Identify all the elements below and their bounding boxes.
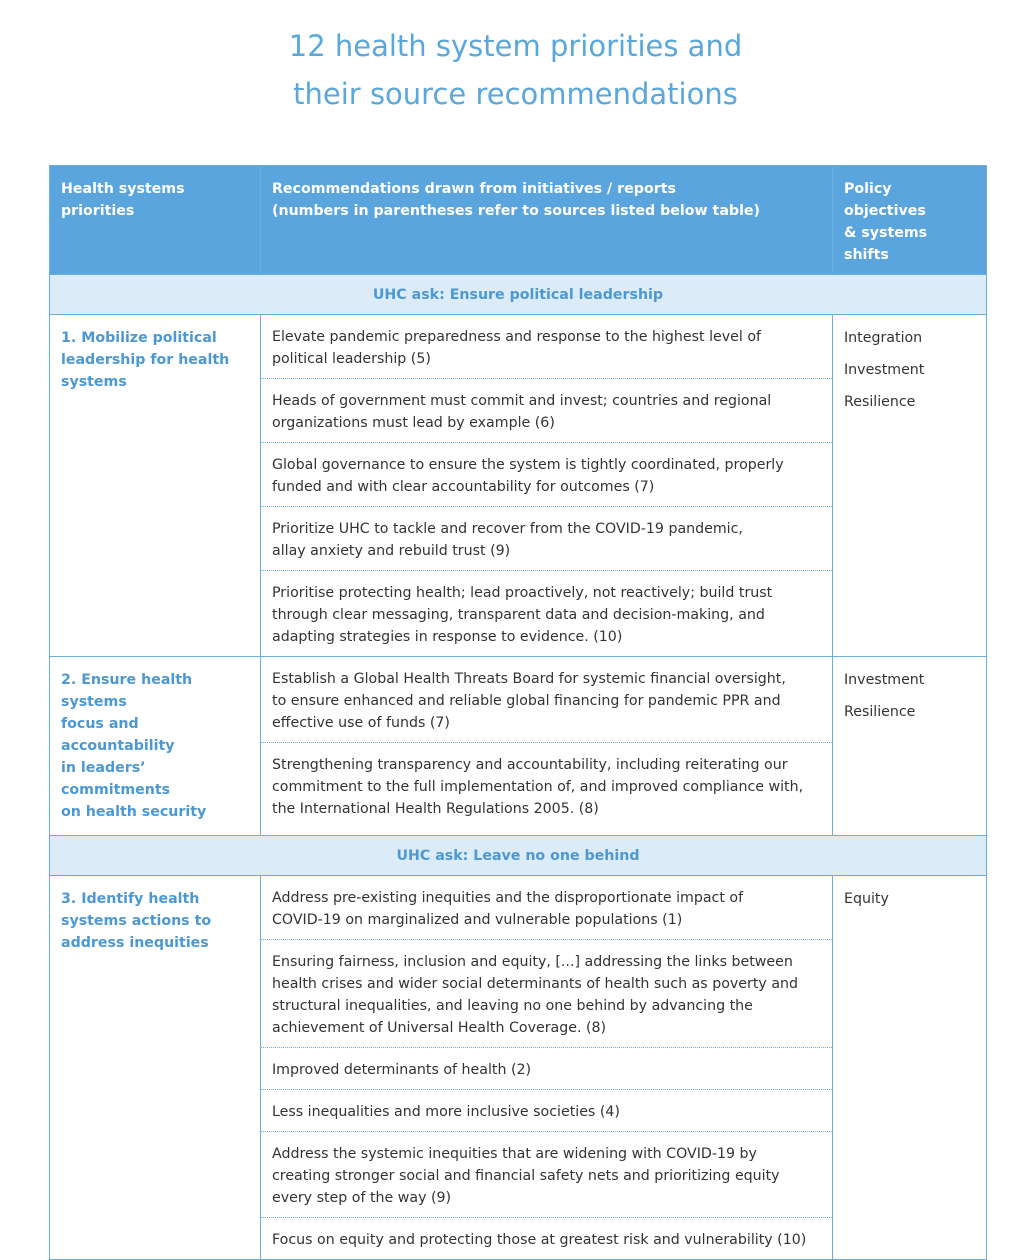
recommendation-item bbox=[261, 1132, 832, 1218]
header-recommendations-line: Recommendations drawn from initiatives / reports bbox=[272, 181, 676, 197]
table-row bbox=[50, 657, 987, 836]
objective-label: Equity bbox=[844, 891, 889, 907]
recommendation-line: Address pre-existing inequities and the disproportionate impact of bbox=[272, 890, 744, 906]
section-row bbox=[50, 836, 987, 876]
objective-label: Integration bbox=[844, 330, 923, 346]
recommendation-line: through clear messaging, transparent data and decision-making, and bbox=[272, 607, 765, 623]
recommendation-line: commitment to the full implementation of, and improved compliance with, bbox=[272, 779, 804, 795]
recommendation-item bbox=[261, 507, 832, 571]
recommendations-cell bbox=[261, 876, 833, 1260]
recommendation-line: health crises and wider social determinants of health such as poverty and bbox=[272, 976, 799, 992]
priority-name-line: 3. Identify health bbox=[61, 891, 200, 907]
header-priorities-line: Health systems bbox=[61, 181, 185, 197]
priority-name-line: 2. Ensure health systems bbox=[61, 672, 193, 710]
recommendation-item bbox=[261, 743, 832, 828]
page-title bbox=[0, 22, 1031, 118]
recommendation-line: Prioritize UHC to tackle and recover from the COVID-19 pandemic, bbox=[272, 521, 743, 537]
section-label: UHC ask: Leave no one behind bbox=[50, 836, 987, 876]
header-recommendations bbox=[261, 166, 833, 275]
objectives-cell bbox=[833, 876, 987, 1260]
page-title-line-2: their source recommendations bbox=[293, 77, 738, 111]
recommendation-line: Less inequalities and more inclusive societies (4) bbox=[272, 1104, 620, 1120]
objectives-cell bbox=[833, 657, 987, 836]
priority-name-line: on health security bbox=[61, 804, 207, 820]
header-priorities-line: priorities bbox=[61, 203, 135, 219]
recommendation-line: Focus on equity and protecting those at greatest risk and vulnerability (10) bbox=[272, 1232, 807, 1248]
recommendation-line: creating stronger social and financial safety nets and prioritizing equity bbox=[272, 1168, 780, 1184]
recommendation-line: COVID-19 on marginalized and vulnerable populations (1) bbox=[272, 912, 683, 928]
objective-label: Investment bbox=[844, 362, 925, 378]
recommendation-line: effective use of funds (7) bbox=[272, 715, 450, 731]
header-objectives-line: & systems shifts bbox=[844, 225, 928, 263]
recommendation-item bbox=[261, 379, 832, 443]
section-label: UHC ask: Ensure political leadership bbox=[50, 275, 987, 315]
priority-name-line: focus and accountability bbox=[61, 716, 175, 754]
priority-name bbox=[50, 315, 261, 657]
priority-name-line: systems bbox=[61, 374, 127, 390]
header-objectives bbox=[833, 166, 987, 275]
recommendation-line: Address the systemic inequities that are widening with COVID-19 by bbox=[272, 1146, 757, 1162]
objective-label: Investment bbox=[844, 672, 925, 688]
recommendation-item bbox=[261, 940, 832, 1048]
header-objectives-line: Policy objectives bbox=[844, 181, 926, 219]
header-priorities bbox=[50, 166, 261, 275]
recommendation-line: Prioritise protecting health; lead proactively, not reactively; build trust bbox=[272, 585, 773, 601]
priority-name-line: address inequities bbox=[61, 935, 209, 951]
recommendation-line: Improved determinants of health (2) bbox=[272, 1062, 532, 1078]
priorities-table bbox=[49, 165, 987, 1260]
recommendation-line: funded and with clear accountability for outcomes (7) bbox=[272, 479, 655, 495]
recommendation-line: Elevate pandemic preparedness and response to the highest level of bbox=[272, 329, 761, 345]
recommendation-line: Strengthening transparency and accountability, including reiterating our bbox=[272, 757, 788, 773]
recommendation-item bbox=[261, 1090, 832, 1132]
recommendation-line: organizations must lead by example (6) bbox=[272, 415, 555, 431]
objective-label: Resilience bbox=[844, 394, 916, 410]
recommendation-item bbox=[261, 876, 832, 940]
priority-name-line: leadership for health bbox=[61, 352, 230, 368]
recommendation-item bbox=[261, 315, 832, 379]
recommendation-line: political leadership (5) bbox=[272, 351, 431, 367]
table-row bbox=[50, 876, 987, 1260]
table-row bbox=[50, 315, 987, 657]
priority-name-line: in leaders’ commitments bbox=[61, 760, 171, 798]
recommendation-item bbox=[261, 443, 832, 507]
priority-name-line: 1. Mobilize political bbox=[61, 330, 217, 346]
recommendation-line: to ensure enhanced and reliable global financing for pandemic PPR and bbox=[272, 693, 781, 709]
recommendations-cell bbox=[261, 657, 833, 836]
recommendation-line: allay anxiety and rebuild trust (9) bbox=[272, 543, 511, 559]
recommendation-line: Global governance to ensure the system is tightly coordinated, properly bbox=[272, 457, 784, 473]
objective-label: Resilience bbox=[844, 704, 916, 720]
objectives-cell bbox=[833, 315, 987, 657]
recommendation-line: the International Health Regulations 2005. (8) bbox=[272, 801, 599, 817]
priority-name bbox=[50, 876, 261, 1260]
table-header-row bbox=[50, 166, 987, 275]
recommendation-item bbox=[261, 657, 832, 743]
recommendation-line: Heads of government must commit and invest; countries and regional bbox=[272, 393, 772, 409]
recommendation-item bbox=[261, 571, 832, 656]
recommendation-line: every step of the way (9) bbox=[272, 1190, 452, 1206]
priority-name bbox=[50, 657, 261, 836]
recommendation-line: achievement of Universal Health Coverage. (8) bbox=[272, 1020, 607, 1036]
page-title-line-1: 12 health system priorities and bbox=[288, 29, 743, 63]
recommendation-line: structural inequalities, and leaving no one behind by advancing the bbox=[272, 998, 753, 1014]
recommendation-item bbox=[261, 1048, 832, 1090]
recommendation-line: Establish a Global Health Threats Board for systemic financial oversight, bbox=[272, 671, 786, 687]
recommendations-cell bbox=[261, 315, 833, 657]
recommendation-line: adapting strategies in response to evidence. (10) bbox=[272, 629, 623, 645]
priority-name-line: systems actions to bbox=[61, 913, 212, 929]
section-row bbox=[50, 275, 987, 315]
recommendation-line: Ensuring fairness, inclusion and equity, [...] addressing the links between bbox=[272, 954, 793, 970]
recommendation-item bbox=[261, 1218, 832, 1259]
header-recommendations-line: (numbers in parentheses refer to sources listed below table) bbox=[272, 203, 761, 219]
